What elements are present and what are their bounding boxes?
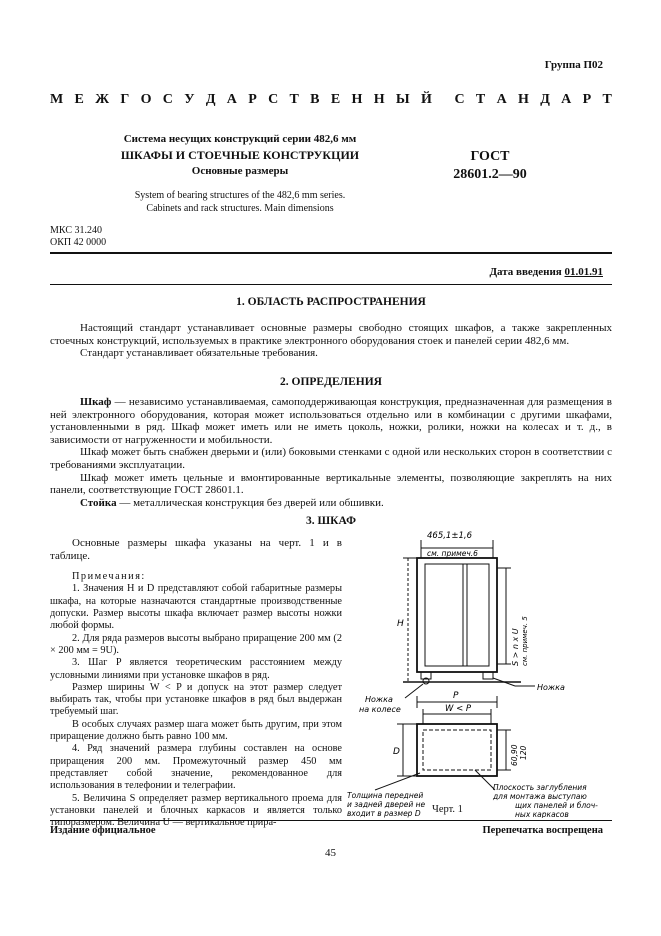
cabinet-inner-frame (425, 564, 489, 666)
banner-letter: Д (540, 92, 550, 107)
label-nozhka-wheel-2: на колесе (359, 705, 401, 714)
banner-letter: Р (248, 92, 257, 107)
banner-letter: А (226, 92, 237, 107)
main-title: ШКАФЫ И СТОЕЧНЫЕ КОНСТРУКЦИИ (120, 148, 360, 162)
label-d: D (393, 747, 400, 757)
banner-letter: А (561, 92, 572, 107)
section-1-body (50, 322, 612, 360)
note-5: 5. Величина S определяет размер вертикального проема для установки панелей и блочных каркасов и является только типоразмером. Величина U — вертикальное прира- (50, 792, 342, 829)
gost-block (440, 148, 540, 184)
note-3b: Размер ширины W < P и допуск на этот размер следует выбирать так, чтобы при установке шкафов в ряд был выдержан требуемый шаг. (50, 681, 342, 718)
term-cabinet: Шкаф (80, 396, 112, 408)
definition-cabinet (50, 396, 612, 446)
figure-1-drawing (345, 528, 615, 818)
banner-letter: С (162, 92, 173, 107)
dim-120: 120 (519, 745, 528, 760)
banner-letter: Т (475, 92, 486, 107)
banner-letter: Р (582, 92, 592, 107)
banner-letter: С (268, 92, 279, 107)
banner-letter: Й (420, 92, 432, 107)
system-title: Система несущих конструкций серии 482,6 мм (123, 133, 357, 145)
note-4: 4. Ряд значений размера глубины составлен на основе приращения 200 мм. Промежуточный размер 450 мм представляет собой значение, рекомендованное для использования в телефонии и телеграфии. (50, 743, 342, 792)
footer-official-edition: Издание официальное (50, 825, 156, 836)
section-2-body (50, 396, 612, 509)
section-1-paragraph: Настоящий стандарт устанавливает основные размеры свободно стоящих шкафов, а также закрепленных стоечных конструкций, используемых в практике электронного оборудования стоек и панелей серии 482,6 мм. (50, 322, 612, 347)
okp-code: ОКП 42 0000 (50, 237, 107, 248)
english-title (100, 189, 380, 215)
date-label: Дата введения (489, 266, 562, 278)
plane-note-2: для монтажа выступаю (493, 792, 587, 801)
cabinet-plan-outline (417, 724, 497, 776)
group-code: Группа П02 (544, 59, 603, 71)
gost-label: ГОСТ (470, 149, 510, 164)
classification-codes (50, 225, 106, 249)
definition-rack (50, 497, 612, 510)
plane-note-3: щих панелей и блоч- (515, 801, 598, 810)
note-3c: В особых случаях размер шага может быть другим, при этом приращение должно быть равно 100 мм. (50, 718, 342, 743)
term-rack: Стойка (80, 496, 117, 509)
banner-letter: Н (518, 92, 529, 107)
section-1-paragraph: Стандарт устанавливает обязательные требования. (80, 347, 318, 360)
banner-letter: Ы (395, 92, 410, 107)
notes-title: Примечания: (72, 571, 146, 583)
label-s: S > n x U (511, 628, 520, 666)
label-w: W < P (445, 704, 472, 714)
plane-note-1: Плоскость заглубления (493, 783, 587, 792)
section-2-heading: 2. ОПРЕДЕЛЕНИЯ (280, 376, 382, 388)
label-h: H (397, 619, 404, 629)
label-nozhka: Ножка (537, 683, 565, 692)
label-p: P (453, 691, 459, 701)
dim-60-90: 60,90 (510, 744, 519, 766)
page-number: 45 (325, 847, 336, 859)
gost-number: 28601.2—90 (453, 167, 527, 182)
door-note-1: Толщина передней (347, 791, 424, 800)
banner-letter: Ж (95, 92, 110, 107)
banner-letter: Н (373, 92, 385, 107)
cabinet-front-outline (417, 558, 497, 672)
label-s-note: см. примеч. 5 (521, 616, 529, 666)
section-2-paragraph: Шкаф может быть снабжен дверьми и (или) боковыми стенками с одной или нескольких сторон в соответствии с требованиями эксплуатации. (50, 446, 612, 471)
header-divider (50, 252, 612, 254)
leader-nozhka-wheel (405, 684, 423, 698)
banner-letter: Г (120, 92, 130, 107)
plane-note-4: ных каркасов (515, 810, 569, 818)
definition-text: — металлическая конструкция без дверей или обшивки. (116, 496, 384, 509)
note-3: 3. Шаг P является теоретическим расстоянием между условными линиями при установке шкафов в ряд. (50, 657, 342, 681)
section-3-heading: 3. ШКАФ (306, 515, 356, 527)
note-1: 1. Значения H и D представляют собой габаритные размеры шкафа, на которые назначаются стандартные производственные допуски. Размер высоты шкафа включает размер высоты ножки любой формы. (50, 583, 342, 632)
label-nozhka-wheel-1: Ножка (365, 695, 393, 704)
section-2-paragraph: Шкаф может иметь цельные и вмонтированные вертикальные элементы, позволяющие закреплять на них панели, соответствующие ГОСТ 28601.1. (50, 471, 612, 497)
banner-letter: С (454, 92, 465, 107)
section-1-heading: 1. ОБЛАСТЬ РАСПРОСТРАНЕНИЯ (236, 296, 426, 308)
definition-text: — независимо устанавливаемая, самоподдерживающая конструкция, предназначенная для размещения в ней электронного оборудования, которая может использоваться отдельно или в комбинации с другими шкафами, установленными в ряд. Шкаф может иметь или не иметь цоколь, ножки, ролики, ножки на колесах и т. д., в зависимости от нагруженности и мобильности. (50, 396, 612, 446)
date-divider (50, 284, 612, 285)
banner-letter: О (140, 92, 152, 107)
door-note-3: входит в размер D (347, 809, 421, 818)
banner-letter: А (496, 92, 507, 107)
english-line-2: Cabinets and rack structures. Main dimensions (146, 203, 334, 214)
note-2: 2. Для ряда размеров высоты выбрано приращение 200 мм (2 × 200 мм = 9U). (50, 632, 342, 656)
title-block (90, 131, 390, 179)
english-line-1: System of bearing structures of the 482,6 mm series. (134, 190, 346, 201)
cabinet-plan-inner (423, 730, 491, 770)
date-value: 01.01.91 (564, 266, 603, 278)
banner-letter: Д (205, 92, 216, 107)
banner-letter: Е (74, 92, 84, 107)
sub-title: Основные размеры (191, 165, 289, 177)
banner-letter: Т (602, 92, 612, 107)
banner-letter: Е (330, 92, 341, 107)
footer-divider (50, 820, 612, 821)
door-note-2: и задней дверей не (347, 800, 426, 809)
introduction-date (489, 266, 603, 278)
cabinet-foot-right (483, 672, 493, 679)
footer-reprint-prohibited: Перепечатка воспрещена (482, 825, 603, 836)
interstate-standard-banner (50, 92, 612, 108)
dim-top-note: см. примеч.6 (427, 549, 478, 558)
banner-letter: У (184, 92, 195, 107)
dim-top-value: 465,1±1,6 (427, 531, 472, 541)
mks-code: МКС 31.240 (50, 225, 102, 236)
section-3-body (50, 537, 342, 829)
leader-plane-note (475, 770, 495, 790)
figure-caption: Черт. 1 (432, 804, 463, 815)
banner-letter: Н (351, 92, 363, 107)
banner-letter: В (310, 92, 320, 107)
section-3-intro: Основные размеры шкафа указаны на черт. 1 и в таблице. (50, 537, 342, 562)
banner-letter: М (50, 92, 64, 107)
banner-letter: Т (289, 92, 299, 107)
